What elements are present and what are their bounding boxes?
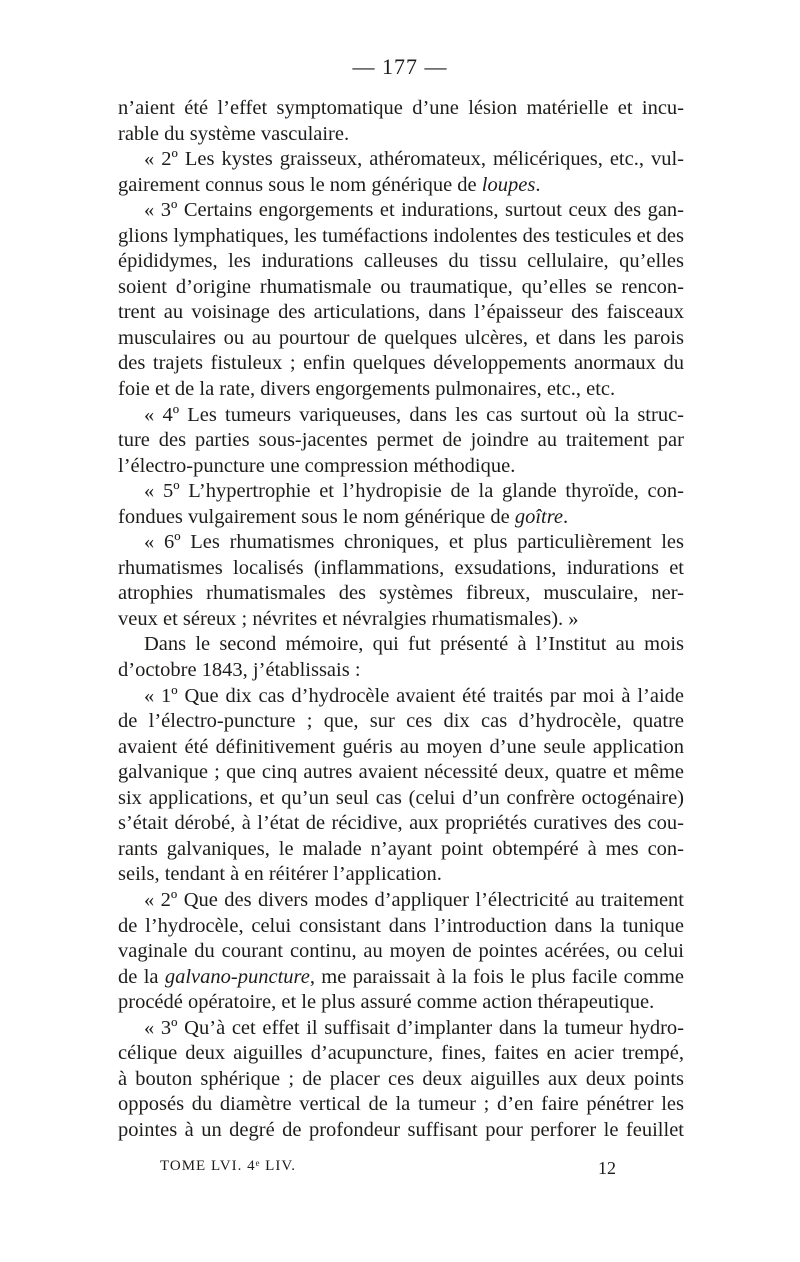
text-line: soient d’origine rhumatismale ou traumatique, qu’elles se rencon-	[118, 275, 684, 298]
text-line: s’était dérobé, à l’état de récidive, aux propriétés curatives des cou-	[118, 812, 684, 835]
text-line: rable du système vasculaire.	[118, 122, 350, 145]
text-line: fondues vulgairement sous le nom générique de goître.	[118, 505, 569, 528]
text-line: de l’électro-puncture ; que, sur ces dix cas d’hydrocèle, quatre	[118, 710, 684, 733]
page-number: — 177 —	[352, 54, 448, 79]
page-footer	[160, 1158, 616, 1179]
text-line: veux et séreux ; névrites et névralgies rhumatismales). »	[118, 607, 579, 630]
text-line: seils, tendant à en réitérer l’application.	[118, 863, 442, 886]
text-line: « 2º Les kystes graisseux, athéromateux, mélicériques, etc., vul-	[144, 148, 684, 171]
text-line: foie et de la rate, divers engorgements pulmonaires, etc., etc.	[118, 378, 616, 401]
volume-label: TOME LVI. 4ᵉ LIV.	[160, 1158, 296, 1174]
signature-mark: 12	[598, 1158, 616, 1178]
text-line: « 5º L’hypertrophie et l’hydropisie de la glande thyroïde, con-	[144, 480, 684, 503]
text-line: glions lymphatiques, les tuméfactions indolentes des testicules et des	[118, 224, 684, 247]
text-line: de la galvano-puncture, me paraissait à la fois le plus facile comme	[118, 965, 684, 988]
text-line: de l’hydrocèle, celui consistant dans l’introduction dans la tunique	[118, 914, 684, 937]
text-line: procédé opératoire, et le plus assuré comme action thérapeutique.	[118, 991, 655, 1014]
text-line: à bouton sphérique ; de placer ces deux aiguilles aux deux points	[118, 1067, 684, 1090]
italic-term: galvano-puncture	[164, 965, 310, 988]
text-line: célique deux aiguilles d’acupuncture, fines, faites en acier trempé,	[118, 1042, 684, 1065]
text-line: opposés du diamètre vertical de la tumeur ; d’en faire pénétrer les	[118, 1093, 684, 1116]
body-text	[118, 96, 684, 1143]
text-line: « 4º Les tumeurs variqueuses, dans les cas surtout où la struc-	[144, 403, 684, 426]
text-line: n’aient été l’effet symptomatique d’une lésion matérielle et incu-	[118, 97, 684, 119]
text-line: musculaires ou au pourtour de quelques ulcères, et dans les parois	[118, 326, 684, 349]
italic-term: loupes	[481, 173, 536, 196]
text-line: rants galvaniques, le malade n’ayant point obtempéré à mes con-	[118, 837, 684, 860]
text-line: avaient été définitivement guéris au moyen d’une seule application	[118, 735, 684, 758]
text-line: des trajets fistuleux ; enfin quelques développements anormaux du	[118, 352, 684, 375]
text-line: Dans le second mémoire, qui fut présenté à l’Institut au mois	[144, 633, 684, 656]
text-line: vaginale du courant continu, au moyen de pointes acérées, ou celui	[118, 940, 684, 963]
text-line: six applications, et qu’un seul cas (celui d’un confrère octogénaire)	[118, 786, 684, 809]
text-line: « 3º Qu’à cet effet il suffisait d’implanter dans la tumeur hydro-	[144, 1016, 684, 1039]
text-line: l’électro-puncture une compression méthodique.	[118, 454, 516, 477]
text-line: « 6º Les rhumatismes chroniques, et plus particulièrement les	[144, 531, 684, 554]
text-line: « 3º Certains engorgements et indurations, surtout ceux des gan-	[144, 199, 684, 222]
text-line: rhumatismes localisés (inflammations, exsudations, indurations et	[118, 556, 684, 579]
text-line: gairement connus sous le nom générique de loupes.	[118, 173, 541, 196]
text-line: « 1º Que dix cas d’hydrocèle avaient été traités par moi à l’aide	[144, 684, 684, 707]
text-line: pointes à un degré de profondeur suffisant pour perforer le feuillet	[118, 1118, 684, 1141]
text-line: atrophies rhumatismales des systèmes fibreux, musculaire, ner-	[118, 582, 684, 605]
text-line: trent au voisinage des articulations, dans l’épaisseur des faisceaux	[118, 301, 684, 324]
text-line: galvanique ; que cinq autres avaient nécessité deux, quatre et même	[118, 761, 684, 784]
italic-term: goître	[514, 505, 564, 528]
text-line: « 2º Que des divers modes d’appliquer l’électricité au traitement	[144, 888, 684, 911]
text-line: d’octobre 1843, j’établissais :	[118, 659, 361, 682]
text-line: ture des parties sous-jacentes permet de joindre au traitement par	[118, 429, 684, 452]
text-line: épididymes, les indurations calleuses du tissu cellulaire, qu’elles	[118, 250, 684, 273]
